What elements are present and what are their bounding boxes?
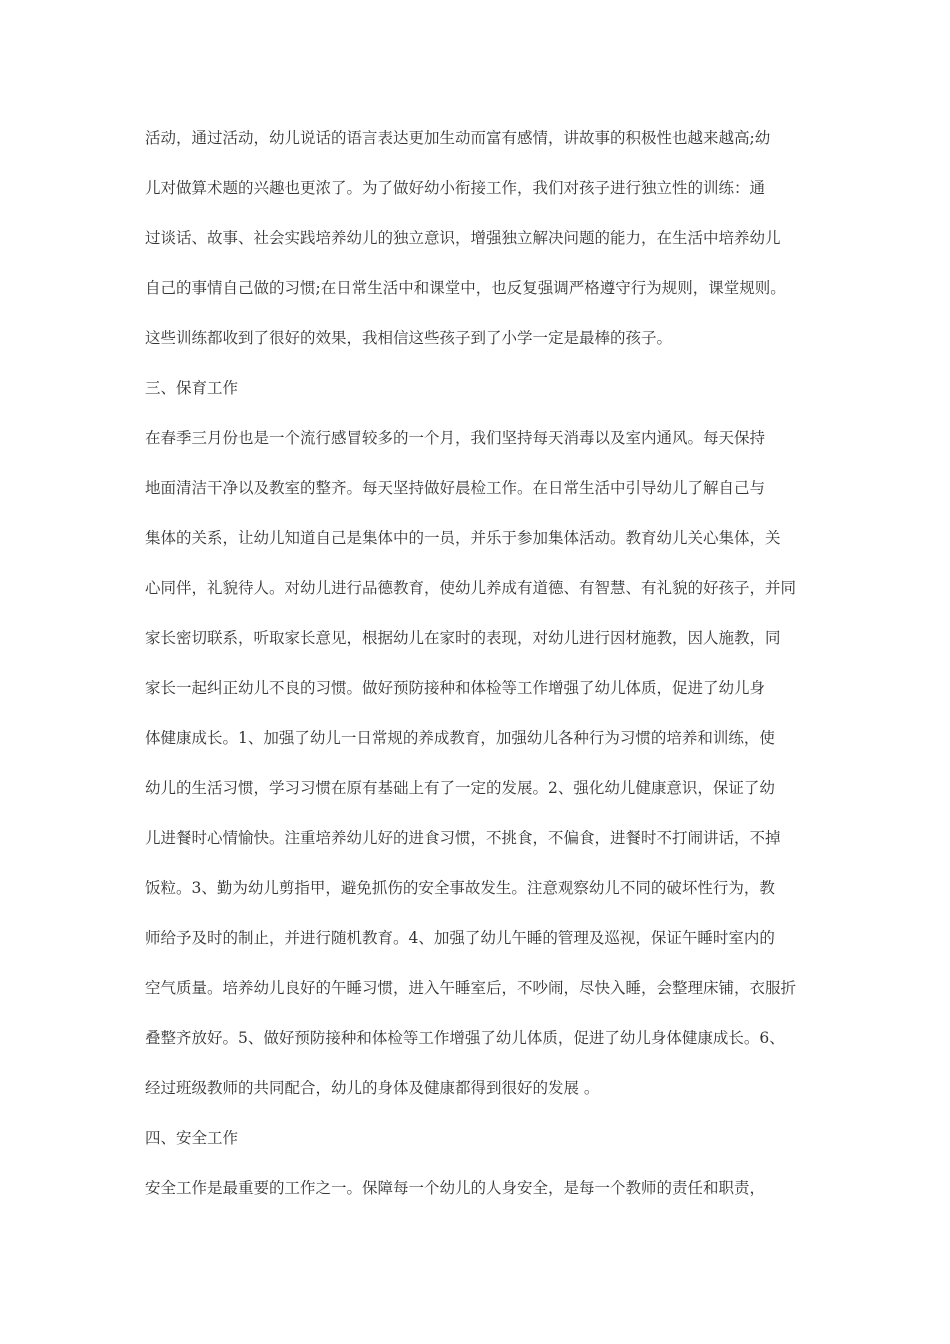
- section-heading-childcare: 三、保育工作: [145, 379, 239, 397]
- paragraph-line: 叠整齐放好。5、做好预防接种和体检等工作增强了幼儿体质，促进了幼儿身体健康成长。6、: [145, 1029, 785, 1047]
- paragraph-line: 饭粒。3、勤为幼儿剪指甲，避免抓伤的安全事故发生。注意观察幼儿不同的破坏性行为，教: [145, 879, 775, 897]
- paragraph-line: 集体的关系，让幼儿知道自己是集体中的一员，并乐于参加集体活动。教育幼儿关心集体，关: [145, 529, 781, 547]
- paragraph-line: 儿进餐时心情愉快。注重培养幼儿好的进食习惯，不挑食，不偏食，进餐时不打闹讲话，不掉: [145, 829, 781, 847]
- paragraph-line: 这些训练都收到了很好的效果，我相信这些孩子到了小学一定是最棒的孩子。: [145, 329, 673, 347]
- document-body: [145, 120, 825, 1220]
- paragraph-line: 心同伴，礼貌待人。对幼儿进行品德教育，使幼儿养成有道德、有智慧、有礼貌的好孩子，并同: [145, 579, 797, 597]
- paragraph-line: 自己的事情自己做的习惯;在日常生活中和课堂中，也反复强调严格遵守行为规则，课堂规则。: [145, 279, 786, 297]
- paragraph-line: 家长密切联系，听取家长意见，根据幼儿在家时的表现，对幼儿进行因材施教，因人施教，同: [145, 629, 781, 647]
- paragraph-line: 家长一起纠正幼儿不良的习惯。做好预防接种和体检等工作增强了幼儿体质，促进了幼儿身: [145, 679, 766, 697]
- paragraph-line: 儿对做算术题的兴趣也更浓了。为了做好幼小衔接工作，我们对孩子进行独立性的训练：通: [145, 179, 766, 197]
- paragraph-line: 活动，通过活动，幼儿说话的语言表达更加生动而富有感情，讲故事的积极性也越来越高;幼: [145, 129, 771, 147]
- section-heading-safety: 四、安全工作: [145, 1129, 239, 1147]
- paragraph-line: 过谈话、故事、社会实践培养幼儿的独立意识，增强独立解决问题的能力，在生活中培养幼儿: [145, 229, 781, 247]
- paragraph-line: 地面清洁干净以及教室的整齐。每天坚持做好晨检工作。在日常生活中引导幼儿了解自己与: [145, 479, 766, 497]
- paragraph-line: 在春季三月份也是一个流行感冒较多的一个月，我们坚持每天消毒以及室内通风。每天保持: [145, 429, 766, 447]
- paragraph-line: 安全工作是最重要的工作之一。保障每一个幼儿的人身安全，是每一个教师的责任和职责，: [145, 1179, 766, 1197]
- paragraph-line: 师给予及时的制止，并进行随机教育。4、加强了幼儿午睡的管理及巡视，保证午睡时室内的: [145, 929, 775, 947]
- paragraph-line: 经过班级教师的共同配合，幼儿的身体及健康都得到很好的发展 。: [145, 1079, 600, 1097]
- paragraph-line: 体健康成长。1、加强了幼儿一日常规的养成教育，加强幼儿各种行为习惯的培养和训练，使: [145, 729, 775, 747]
- paragraph-line: 空气质量。培养幼儿良好的午睡习惯，进入午睡室后，不吵闹，尽快入睡，会整理床铺，衣服折: [145, 979, 797, 997]
- paragraph-line: 幼儿的生活习惯，学习习惯在原有基础上有了一定的发展。2、强化幼儿健康意识，保证了幼: [145, 779, 775, 797]
